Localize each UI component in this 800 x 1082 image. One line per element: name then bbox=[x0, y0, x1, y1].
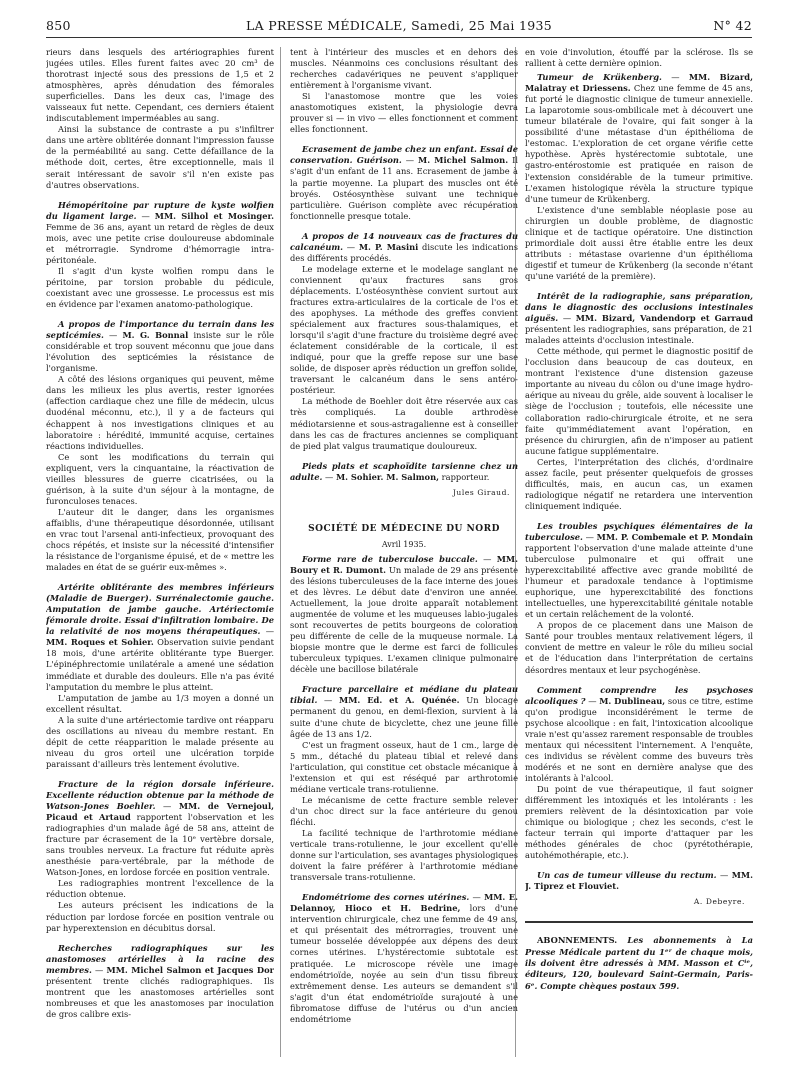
article-title: Intérêt de la radiographie, sans préparation, dans le diagnostic des occlusions intestinales aiguës. bbox=[525, 290, 753, 324]
section-heading: SOCIÉTÉ DE MÉDECINE DU NORD bbox=[308, 523, 500, 534]
paragraph: La facilité technique de l'arthrotomie médiane verticale trans-rotulienne, le jour excellent qu'elle donne sur l'articulation, ses avantages physiologiques doivent la faire préférer à l'arthrotomie médiane transversale trans-rotulienne. bbox=[290, 828, 518, 883]
signature: Jules Giraud. bbox=[452, 487, 510, 497]
article-authors: MM. de Vernejoul, Picaud et Artaud bbox=[46, 801, 274, 823]
article-plateau-tibial: Fracture parcellaire et médiane du plateau tibial. — MM. Ed. et A. Quénée. Un blocage permanent du genou, en demi-flexion, survient à la suite d'une chute de bicyclette, chez une jeune fille âgée de 13 ans 1/2. C'est un fragment osseux, haut de 1 cm., large de 5 mm., détaché du plateau tibial et relevé dans l'articulation, qui constitue cet obstacle mécanique à l'extension et qui est réséqué par arthrotomie médiane verticale trans-rotulienne. Le mécanisme de cette fracture semble relever d'un choc direct sur la face antérieure du genou fléchi. La facilité technique de l'arthrotomie médiane verticale trans-rotulienne, le jour excellent qu'elle donne sur l'articulation, ses avantages physiologiques doivent la faire préférer à l'arthrotomie médiane transversale trans-rotulienne. bbox=[290, 684, 518, 883]
article-authors: MM. Silhol et Mosinger. bbox=[154, 210, 274, 221]
notice-lead: ABONNEMENTS. bbox=[537, 935, 618, 946]
article-text: présentent les radiographies, sans préparation, de 21 malades atteints d'occlusion intestinale. bbox=[525, 324, 753, 346]
journal-title: LA PRESSE MÉDICALE, Samedi, 25 Mai 1935 bbox=[246, 18, 552, 33]
paragraph: L'existence d'une semblable néoplasie pose au chirurgien un double problème, de diagnostic clinique et de tactique opératoire. Une distinction primordiale doit aussi être établie entre les deux attributs : métastase ovarienne d'un épithélioma digestif et tumeur de Krükenberg (la seconde n'étant qu'une variété de la première). bbox=[525, 204, 753, 281]
page-header bbox=[46, 18, 752, 38]
article-text: rapportent l'observation d'une malade atteinte d'une tuberculose pulmonaire et qui offrait une hyperexcitabilité affective avec grande mobilité de l'humeur et paradoxale tendance à l'optimisme euphorique, une hyperexcitabilité des fonctions intellectuelles, une hyperexcitabilité génitale notable et un certain relâchement de la volonté. bbox=[525, 543, 753, 620]
article-title: Un cas de tumeur villeuse du rectum. bbox=[537, 870, 717, 881]
article-title: Comment comprendre les psychoses alcooliques ? bbox=[525, 684, 753, 706]
article-troubles-psychiques: Les troubles psychiques élémentaires de la tuberculose. — MM. P. Combemale et P. Mondain rapportent l'observation d'une malade atteinte d'une tuberculose pulmonaire et qui offrait une hyperexcitabilité affective avec grande mobilité de l'humeur et paradoxale tendance à l'optimisme euphorique, une hyperexcitabilité des fonctions intellectuelles, une hyperexcitabilité génitale notable et un certain relâchement de la volonté. A propos de ce placement dans une Maison de Santé pour troubles mentaux relativement légers, il convient de mettre en valeur le rôle du milieu social et de l'éducation dans l'interprétation de certains désordres mentaux et leur psychogénèse. bbox=[525, 520, 753, 675]
issue-number: N° 42 bbox=[713, 18, 752, 33]
column-3 bbox=[525, 47, 753, 1062]
article-title: Hémopéritoine par rupture de kyste wolfien du ligament large. bbox=[46, 199, 274, 221]
article-title: Les troubles psychiques élémentaires de la tuberculose. bbox=[525, 520, 753, 542]
paragraph: Certes, l'interprétation des clichés, d'ordinaire assez facile, peut présenter quelquefois de grosses difficultés, mais, en aucun cas, un examen radiologique négatif ne retardera une intervention cliniquement indiquée. bbox=[525, 456, 753, 511]
article-text: Un malade de 29 ans présente des lésions tuberculeuses de la face interne des joues et des lèvres. Le début date d'environ une année. Actuellement, la joue droite apparaît notablement augmentée de volume et les muqueuses labio-jugales sont recouvertes de petits bourgeons de coloration peu différente de celle de la muqueuse normale. La biopsie montre que le derme est farci de follicules tuberculeux typiques. L'examen clinique pulmonaire décèle une bacillose bilatérale bbox=[290, 564, 518, 675]
article-endometriome: Endométriome des cornes utérines. — MM. E. Delannoy, Hioco et H. Bedrine, lors d'une intervention chirurgicale, chez une femme de 49 ans, et qui présentait des métrorragies, trouvent une tumeur bosselée développée aux dépens des deux cornes utérines. L'hystérectomie subtotale est pratiquée. Le microscope révèle une image endométrioïde, noyée au sein d'un tissu fibreux extrêmement dense. Les auteurs se demandent s'il s'agit d'un état endométrioïde surajouté à une fibromatose diffuse de l'utérus ou d'un ancien endométriome bbox=[290, 892, 518, 1024]
paragraph: rieurs dans lesquels des artériographies furent jugées utiles. Elles furent faites avec 20 cm³ de thorotrast injecté sous des pressions de 1,5 et 2 atmosphères, après dénudation des fémorales superficielles. Dans les deux cas, l'image des vaisseaux fut nette. Cependant, ces derniers étaient indiscutablement imperméables au sang. bbox=[46, 47, 274, 124]
paragraph: C'est un fragment osseux, haut de 1 cm., large de 5 mm., détaché du plateau tibial et relevé dans l'articulation, qui constitue cet obstacle mécanique à l'extension et qui est réséqué par arthrotomie médiane verticale trans-rotulienne. bbox=[290, 739, 518, 794]
article-authors: M. Dublineau, bbox=[599, 695, 666, 706]
article-title: Fracture parcellaire et médiane du plateau tibial. bbox=[290, 684, 518, 706]
paragraph: A côté des lésions organiques qui peuvent, même dans les milieux les plus avertis, rester ignorées (affection cardiaque chez une fille de médecin, ulcus duodénal méconnu, etc.), il y a de facteurs qui échappent à nos investigations cliniques et au laboratoire : hérédité, immunité acquise, certaines réactions individuelles. bbox=[46, 374, 274, 451]
header-rule bbox=[46, 37, 752, 38]
article-text: discute les indications des différents procédés. bbox=[290, 241, 518, 263]
paragraph: L'amputation de jambe au 1/3 moyen a donné un excellent résultat. bbox=[46, 692, 274, 714]
article-tumeur-villeuse: Un cas de tumeur villeuse du rectum. — MM. J. Tiprez et Flouviet. A. Debeyre. bbox=[525, 870, 753, 907]
article-arterite: Artérite oblitérante des membres inférieurs (Maladie de Buerger). Surrénalectomie gauche. Amputation de jambe gauche. Artériectomie fémorale droite. Essai d'infiltration lombaire. De la relativité de nos moyens thérapeutiques. — MM. Roques et Sohier. Observation suivie pendant 18 mois, d'une artérite oblitérante type Buerger. L'épinéphrectomie unilatérale a amené une sédation immédiate et durable des douleurs. Elle n'a pas évité l'amputation du membre le plus atteint. L'amputation de jambe au 1/3 moyen a donné un excellent résultat. A la suite d'une artériectomie tardive ont réapparu des oscillations au niveau du membre restant. En dépit de cette réapparition le malade présente au niveau du gros orteil une ulcération torpide paraissant d'ailleurs très lentement évolutive. bbox=[46, 582, 274, 769]
article-anastomoses: Recherches radiographiques sur les anastomoses artérielles à la racine des membres. — MM. Michel Salmon et Jacques Dor présentent trente clichés radiographiques. Ils montrent que les anastomoses artérielles sont nombreuses et que les anastomoses par inoculation de gros calibre exis- bbox=[46, 942, 274, 1019]
article-krukenberg: Tumeur de Krükenberg. — MM. Bizard, Malatray et Driessens. Chez une femme de 45 ans, fut porté le diagnostic clinique de tumeur annexielle. La laparotomie sous-ombilicale met à découvert une tumeur bilatérale de l'ovaire, qui fait songer à la possibilité d'une métastase d'un épithélioma de l'estomac. L'exploration de cet organe vérifie cette hypothèse. Après hystérectomie subtotale, une gastro-entérostomie est pratiquée en raison de l'extension considérable de la tumeur primitive. L'examen histologique révèla la structure typique d'une tumeur de Krükenberg. L'existence d'une semblable néoplasie pose au chirurgien un double problème, de diagnostic clinique et de tactique opératoire. Une distinction primordiale doit aussi être établie entre les deux attributs : métastase ovarienne d'un épithélioma digestif et tumeur de Krükenberg (la seconde n'étant qu'une variété de la première). bbox=[525, 72, 753, 281]
article-text: présentent trente clichés radiographiques. Ils montrent que les anastomoses artérielles sont nombreuses et que les anastomoses par inoculation de gros calibre exis- bbox=[46, 975, 274, 1019]
article-text: Un blocage permanent du genou, en demi-flexion, survient à la suite d'une chute de bicyclette, chez une jeune fille âgée de 13 ans 1/2. bbox=[290, 695, 518, 739]
article-text: insiste sur le rôle considérable et trop souvent méconnu que joue dans l'évolution des septicémies la résistance de l'organisme. bbox=[46, 330, 274, 374]
article-title: Artérite oblitérante des membres inférieurs (Maladie de Buerger). Surrénalectomie gauche. Amputation de jambe gauche. Artériectomie fémorale droite. Essai d'infiltration lombaire. De la relativité de nos moyens thérapeutiques. bbox=[46, 582, 274, 637]
paragraph: Les auteurs précisent les indications de la réduction par lordose forcée en position ventrale ou par hyperextension en décubitus dorsal. bbox=[46, 900, 274, 933]
article-authors: MM. Ed. et A. Quénée. bbox=[339, 695, 460, 706]
subscription-notice bbox=[525, 921, 753, 991]
paragraph: Ce sont les modifications du terrain qui expliquent, vers la cinquantaine, la réactivation de vieilles blessures de guerre cicatrisées, ou la guérison, à la suite d'un séjour à la montagne, de furonculoses tenaces. bbox=[46, 451, 274, 506]
column-divider bbox=[280, 47, 281, 1057]
signature: A. Debeyre. bbox=[693, 897, 745, 907]
paragraph: tent à l'intérieur des muscles et en dehors des muscles. Néanmoins ces conclusions résultant des recherches cadavériques ne peuvent s'appliquer entièrement à l'organisme vivant. bbox=[290, 47, 518, 91]
article-text: lors d'une intervention chirurgicale, chez une femme de 49 ans, et qui présentait des métrorragies, trouvent une tumeur bosselée développée aux dépens des deux cornes utérines. L'hystérectomie subtotale est pratiquée. Le microscope révèle une image endométrioïde, noyée au sein d'un tissu fibreux extrêmement dense. Les auteurs se demandent s'il s'agit d'un état endométrioïde surajouté à une fibromatose diffuse de l'utérus ou d'un ancien endométriome bbox=[290, 903, 518, 1024]
article-text: Observation suivie pendant 18 mois, d'une artérite oblitérante type Buerger. L'épinéphrectomie unilatérale a amené une sédation immédiate et durable des douleurs. Elle n'a pas évité l'amputation du membre le plus atteint. bbox=[46, 637, 274, 692]
article-authors: MM. Boury et R. Dumont. bbox=[290, 553, 518, 575]
article-text: Femme de 36 ans, ayant un retard de règles de deux mois, avec une petite crise douloureuse abdominale et métrorragie. Syndrome d'hémorragie intra-péritonéale. bbox=[46, 221, 274, 265]
article-authors: MM. Michel Salmon et Jacques Dor bbox=[106, 964, 274, 975]
article-text: Chez une femme de 45 ans, fut porté le diagnostic clinique de tumeur annexielle. La laparotomie sous-ombilicale met à découvert une tumeur bilatérale de l'ovaire, qui fait songer à la possibilité d'une métastase d'un épithélioma de l'estomac. L'exploration de cet organe vérifie cette hypothèse. Après hystérectomie subtotale, une gastro-entérostomie est pratiquée en raison de l'extension considérable de la tumeur primitive. L'examen histologique révèla la structure typique d'une tumeur de Krükenberg. bbox=[525, 83, 753, 204]
article-title: A propos de 14 nouveaux cas de fractures du calcanéum. bbox=[290, 230, 518, 252]
article-authors: MM. E. Delannoy, Hioco et H. Bedrine, bbox=[290, 892, 518, 914]
article-authors: M. Michel Salmon. bbox=[418, 155, 509, 166]
article-ecrasement-jambe: Ecrasement de jambe chez un enfant. Essai de conservation. Guérison. — M. Michel Salmon. Il s'agit d'un enfant de 11 ans. Ecrasement de jambe à la partie moyenne. La plupart des muscles ont été broyés. Ostéosynthèse suivant une technique particulière. Guérison complète avec récupération fonctionnelle presque totale. bbox=[290, 144, 518, 221]
article-calcaneum: A propos de 14 nouveaux cas de fractures du calcanéum. — M. P. Masini discute les indications des différents procédés. Le modelage externe et le modelage sanglant ne conviennent qu'aux fractures sans gros déplacements. L'ostéosynthèse convient surtout aux fractures extra-articulaires de la corticale de l'os et des apophyses. La méthode des greffes convient spécialement aux fractures sous-thalamiques, et lorsqu'il s'agit d'une fracture du troisième degré avec éclatement considérable de la corticale, il est indiqué, pour que la greffe repose sur une base solide, de disposer après réduction un greffon solide, traversant le calcanéum dans le sens antéro-postérieur. La méthode de Boehler doit être réservée aux cas très compliqués. La double arthrodèse médiotarsienne et sous-astragalienne est à conseiller dans les cas de fractures anciennes se compliquant de pied plat valgus traumatique douloureux. bbox=[290, 230, 518, 451]
paragraph: Du point de vue thérapeutique, il faut soigner différemment les intoxiqués et les intolérants : les premiers relèvent de la désintoxication par voie chimique ou biologique ; chez les seconds, c'est le facteur terrain qui importe d'attaquer par les méthodes générales de choc (pyrétothérapie, autohémothérapie, etc.). bbox=[525, 784, 753, 861]
article-authors: MM. Bizard, Malatray et Driessens. bbox=[525, 72, 753, 94]
article-title: Recherches radiographiques sur les anastomoses artérielles à la racine des membres. bbox=[46, 942, 274, 975]
article-authors: M. G. Bonnal bbox=[122, 330, 189, 341]
paragraph: Ainsi la substance de contraste a pu s'infiltrer dans une artère oblitérée donnant l'impression fausse de la perméabilité au sang. Cette défaillance de la méthode doit, certes, être exceptionnelle, mais il serait intéressant de savoir s'il n'en existe pas d'autres observations. bbox=[46, 124, 274, 190]
paragraph: Les radiographies montrent l'excellence de la réduction obtenue. bbox=[46, 878, 274, 900]
article-fracture-dorsale: Fracture de la région dorsale inférieure. Excellente réduction obtenue par la méthode de Watson-Jones Boehler. — MM. de Vernejoul, Picaud et Artaud rapportent l'observation et les radiographies d'un malade âgé de 58 ans, atteint de fracture par écrasement de la 10ᵉ vertèbre dorsale, sans troubles nerveux. La fracture fut réduite après anesthésie para-vertébrale, par la méthode de Watson-Jones, en lordose forcée en position ventrale. Les radiographies montrent l'excellence de la réduction obtenue. Les auteurs précisent les indications de la réduction par lordose forcée en position ventrale ou par hyperextension en décubitus dorsal. bbox=[46, 778, 274, 933]
article-authors: MM. P. Combemale et P. Mondain bbox=[596, 531, 753, 542]
article-occlusions: Intérêt de la radiographie, sans préparation, dans le diagnostic des occlusions intestinales aiguës. — MM. Bizard, Vandendorp et Garraud présentent les radiographies, sans préparation, de 21 malades atteints d'occlusion intestinale. Cette méthode, qui permet le diagnostic positif de l'occlusion dans beaucoup de cas douteux, en montrant l'existence d'une distension gazeuse importante au niveau du côlon ou d'une image hydro-aérique au niveau du grêle, aide souvent à localiser le siège de l'occlusion ; toutefois, elle nécessite une collaboration radio-chirurgicale étroite, et ne sera faite qu'immédiatement avant l'opération, en présence du chirurgien, afin de n'imposer au patient aucune fatigue supplémentaire. Certes, l'interprétation des clichés, d'ordinaire assez facile, peut présenter quelquefois de grosses difficultés, mais, en aucun cas, un examen radiologique négatif ne retardera une intervention cliniquement indiquée. bbox=[525, 290, 753, 511]
article-title: Fracture de la région dorsale inférieure. Excellente réduction obtenue par la méthode de Watson-Jones Boehler. bbox=[46, 778, 274, 812]
article-septicemies: A propos de l'importance du terrain dans les septicémies. — M. G. Bonnal insiste sur le rôle considérable et trop souvent méconnu que joue dans l'évolution des septicémies la résistance de l'organisme. A côté des lésions organiques qui peuvent, même dans les milieux les plus avertis, rester ignorées (affection cardiaque chez une fille de médecin, ulcus duodénal méconnu, etc.), il y a de facteurs qui échappent à nos investigations cliniques et au laboratoire : hérédité, immunité acquise, certaines réactions individuelles. Ce sont les modifications du terrain qui expliquent, vers la cinquantaine, la réactivation de vieilles blessures de guerre cicatrisées, ou la guérison, à la suite d'un séjour à la montagne, de furonculoses tenaces. L'auteur dit le danger, dans les organismes affaiblis, d'une thérapeutique désordonnée, utilisant en vrac tout l'arsenal anti-infectieux, provoquant des chocs répétés, et insiste sur la nécessité d'intensifier la résistance de l'organisme épuisé, et de « mettre les malades en état de se guérir eux-mêmes ». bbox=[46, 319, 274, 573]
paragraph: A la suite d'une artériectomie tardive ont réapparu des oscillations au niveau du membre restant. En dépit de cette réapparition le malade présente au niveau du gros orteil une ulcération torpide paraissant d'ailleurs très lentement évolutive. bbox=[46, 714, 274, 769]
article-text: rapportent l'observation et les radiographies d'un malade âgé de 58 ans, atteint de fracture par écrasement de la 10ᵉ vertèbre dorsale, sans troubles nerveux. La fracture fut réduite après anesthésie para-vertébrale, par la méthode de Watson-Jones, en lordose forcée en position ventrale. bbox=[46, 812, 274, 878]
paragraph: Le mécanisme de cette fracture semble relever d'un choc direct sur la face antérieure du genou fléchi. bbox=[290, 794, 518, 827]
article-title: Forme rare de tuberculose buccale. bbox=[302, 553, 478, 564]
article-text: rapporteur. bbox=[441, 471, 490, 482]
article-hemoperitoine: Hémopéritoine par rupture de kyste wolfien du ligament large. — MM. Silhol et Mosinger. Femme de 36 ans, ayant un retard de règles de deux mois, avec une petite crise douloureuse abdominale et métrorragie. Syndrome d'hémorragie intra-péritonéale. Il s'agit d'un kyste wolfien rompu dans le péritoine, par torsion probable du pédicule, coexistant avec une grossesse. Le processus est mis en évidence par l'examen anatomo-pathologique. bbox=[46, 199, 274, 310]
article-title: Tumeur de Krükenberg. bbox=[537, 72, 662, 83]
article-tuberculose-buccale: Forme rare de tuberculose buccale. — MM. Boury et R. Dumont. Un malade de 29 ans présente des lésions tuberculeuses de la face interne des joues et des lèvres. Le début date d'environ une année. Actuellement, la joue droite apparaît notablement augmentée de volume et les muqueuses labio-jugales sont recouvertes de petits bourgeons de coloration peu différente de celle de la muqueuse normale. La biopsie montre que le derme est farci de follicules tuberculeux typiques. L'examen clinique pulmonaire décèle une bacillose bilatérale bbox=[290, 553, 518, 675]
article-pieds-plats: Pieds plats et scaphoïdite tarsienne chez un adulte. — M. Sohier. M. Salmon, rapporteur. Jules Giraud. bbox=[290, 460, 518, 497]
column-1 bbox=[46, 47, 274, 1062]
column-2 bbox=[290, 47, 518, 1062]
paragraph: Cette méthode, qui permet le diagnostic positif de l'occlusion dans beaucoup de cas douteux, en montrant l'existence d'une distension gazeuse importante au niveau du côlon ou d'une image hydro-aérique au niveau du grêle, aide souvent à localiser le siège de l'occlusion ; toutefois, elle nécessite une collaboration radio-chirurgicale étroite, et ne sera faite qu'immédiatement avant l'opération, en présence du chirurgien, afin de n'imposer au patient aucune fatigue supplémentaire. bbox=[525, 346, 753, 456]
article-authors: MM. J. Tiprez et Flouviet. bbox=[525, 870, 753, 892]
paragraph: Si l'anastomose montre que les voies anastomotiques existent, la physiologie devra prouver si — in vivo — elles fonctionnent et comment elles fonctionnent. bbox=[290, 91, 518, 135]
section-date: Avril 1935. bbox=[381, 539, 427, 549]
article-title: A propos de l'importance du terrain dans les septicémies. bbox=[46, 319, 274, 341]
article-authors: M. Sohier. M. Salmon, bbox=[335, 471, 440, 482]
article-psychoses-alcooliques: Comment comprendre les psychoses alcooliques ? — M. Dublineau, sous ce titre, estime qu'on prodigue inconsidérément le terme de psychose alcoolique : en fait, l'intoxication alcoolique vraie n'est qu'assez rarement responsable de troubles mentaux qui nécessitent l'internement. A l'enquête, ces individus se révèlent comme des buveurs très modérés et ne sont en dernière analyse que des intolérants à l'alcool. Du point de vue thérapeutique, il faut soigner différemment les intoxiqués et les intolérants : les premiers relèvent de la désintoxication par voie chimique ou biologique ; chez les seconds, c'est le facteur terrain qui importe d'attaquer par les méthodes générales de choc (pyrétothérapie, autohémothérapie, etc.). bbox=[525, 684, 753, 861]
paragraph: La méthode de Boehler doit être réservée aux cas très compliqués. La double arthrodèse médiotarsienne et sous-astragalienne est à conseiller dans les cas de fractures anciennes se compliquant de pied plat valgus traumatique douloureux. bbox=[290, 396, 518, 451]
article-authors: MM. Bizard, Vandendorp et Garraud bbox=[575, 313, 753, 324]
notice-text: Les abonnements à La Presse Médicale partent du 1ᵉʳ de chaque mois, ils doivent être adressés à MM. Masson et Cⁱᵉ, éditeurs, 120, boulevard Saint-Germain, Paris-6ᵉ. Compte chèques postaux 599. bbox=[525, 935, 753, 991]
paragraph: Il s'agit d'un kyste wolfien rompu dans le péritoine, par torsion probable du pédicule, coexistant avec une grossesse. Le processus est mis en évidence par l'examen anatomo-pathologique. bbox=[46, 265, 274, 310]
article-text: sous ce titre, estime qu'on prodigue inconsidérément le terme de psychose alcoolique : en fait, l'intoxication alcoolique vraie n'est qu'assez rarement responsable de troubles mentaux qui nécessitent l'internement. A l'enquête, ces individus se révèlent comme des buveurs très modérés et ne sont en dernière analyse que des intolérants à l'alcool. bbox=[525, 695, 753, 783]
article-authors: MM. Roques et Sohier. bbox=[46, 637, 154, 648]
paragraph: Le modelage externe et le modelage sanglant ne conviennent qu'aux fractures sans gros déplacements. L'ostéosynthèse convient surtout aux fractures extra-articulaires de la corticale de l'os et des apophyses. La méthode des greffes convient spécialement aux fractures sous-thalamiques, et lorsqu'il s'agit d'une fracture du troisième degré avec éclatement considérable de la corticale, il est indiqué, pour que la greffe repose sur une base solide, de disposer après réduction un greffon solide, traversant le calcanéum dans le sens antéro-postérieur. bbox=[290, 263, 518, 396]
page-number: 850 bbox=[46, 18, 71, 33]
paragraph: A propos de ce placement dans une Maison de Santé pour troubles mentaux relativement légers, il convient de mettre en valeur le rôle du milieu social et de l'éducation dans l'interprétation de certains désordres mentaux et leur psychogénèse. bbox=[525, 620, 753, 675]
paragraph: L'auteur dit le danger, dans les organismes affaiblis, d'une thérapeutique désordonnée, utilisant en vrac tout l'arsenal anti-infectieux, provoquant des chocs répétés, et insiste sur la nécessité d'intensifier la résistance de l'organisme épuisé, et de « mettre les malades en état de se guérir eux-mêmes ». bbox=[46, 506, 274, 573]
article-title: Endométriome des cornes utérines. bbox=[302, 892, 470, 903]
paragraph: en voie d'involution, étouffé par la sclérose. Ils se rallient à cette dernière opinion. bbox=[525, 47, 753, 69]
article-title: Pieds plats et scaphoïdite tarsienne chez un adulte. bbox=[290, 460, 518, 482]
article-title: Ecrasement de jambe chez un enfant. Essai de conservation. Guérison. bbox=[290, 144, 518, 166]
article-text: Il s'agit d'un enfant de 11 ans. Ecrasement de jambe à la partie moyenne. La plupart des muscles ont été broyés. Ostéosynthèse suivant une technique particulière. Guérison complète avec récupération fonctionnelle presque totale. bbox=[290, 155, 518, 221]
article-authors: M. P. Masini bbox=[358, 241, 419, 252]
